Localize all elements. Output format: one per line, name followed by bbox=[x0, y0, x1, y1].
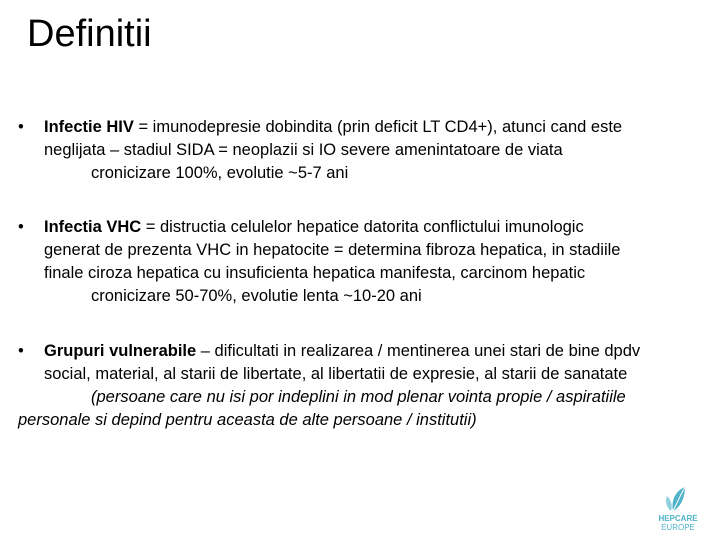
definition-hiv-text: = imunodepresie dobindita (prin deficit LT CD4+), atunci cand este bbox=[133, 118, 623, 136]
definition-vhc-text: = distructia celulelor hepatice datorita conflictului imunologic bbox=[141, 218, 584, 236]
term-hiv: Infectie HIV bbox=[44, 118, 134, 136]
definition-vhc-line1 bbox=[18, 216, 708, 239]
definition-hiv-line1 bbox=[18, 116, 708, 139]
bullet-icon: • bbox=[18, 218, 24, 236]
definition-vhc-detail: cronicizare 50-70%, evolutie lenta ~10-20 ani bbox=[91, 287, 422, 305]
definition-hiv bbox=[18, 116, 708, 185]
definition-vhc-continuation-1: generat de prezenta VHC in hepatocite = determina fibroza hepatica, in stadiile bbox=[44, 241, 621, 259]
definition-vulnerable-line1 bbox=[18, 340, 708, 363]
definition-vulnerable-note-2: personale si depind pentru aceasta de alte persoane / institutii) bbox=[18, 411, 477, 429]
definition-hiv-detail: cronicizare 100%, evolutie ~5-7 ani bbox=[91, 164, 349, 182]
definition-vhc bbox=[18, 216, 708, 308]
definition-hiv-continuation: neglijata – stadiul SIDA = neoplazii si IO severe amenintatoare de viata bbox=[44, 141, 563, 159]
definition-vulnerable-continuation: social, material, al starii de libertate, al libertatii de expresie, al starii de sanatate bbox=[44, 365, 628, 383]
leaf-icon bbox=[651, 485, 705, 513]
hepcare-logo bbox=[651, 485, 705, 535]
logo-text-line2: EUROPE bbox=[661, 523, 695, 532]
term-vulnerable: Grupuri vulnerabile bbox=[44, 342, 197, 360]
term-vhc: Infectia VHC bbox=[44, 218, 142, 236]
bullet-icon: • bbox=[18, 118, 24, 136]
definition-vulnerable-note-1: (persoane care nu isi por indeplini in mod plenar vointa propie / aspiratiile bbox=[91, 388, 626, 406]
logo-text-line1: HEPCARE bbox=[658, 514, 698, 523]
definition-vhc-continuation-2: finale ciroza hepatica cu insuficienta hepatica manifesta, carcinom hepatic bbox=[44, 264, 586, 282]
definition-vulnerable bbox=[18, 340, 708, 432]
slide-title: Definitii bbox=[27, 13, 152, 55]
definition-vulnerable-text: – dificultati in realizarea / mentinerea unei stari de bine dpdv bbox=[196, 342, 641, 360]
bullet-icon: • bbox=[18, 342, 24, 360]
